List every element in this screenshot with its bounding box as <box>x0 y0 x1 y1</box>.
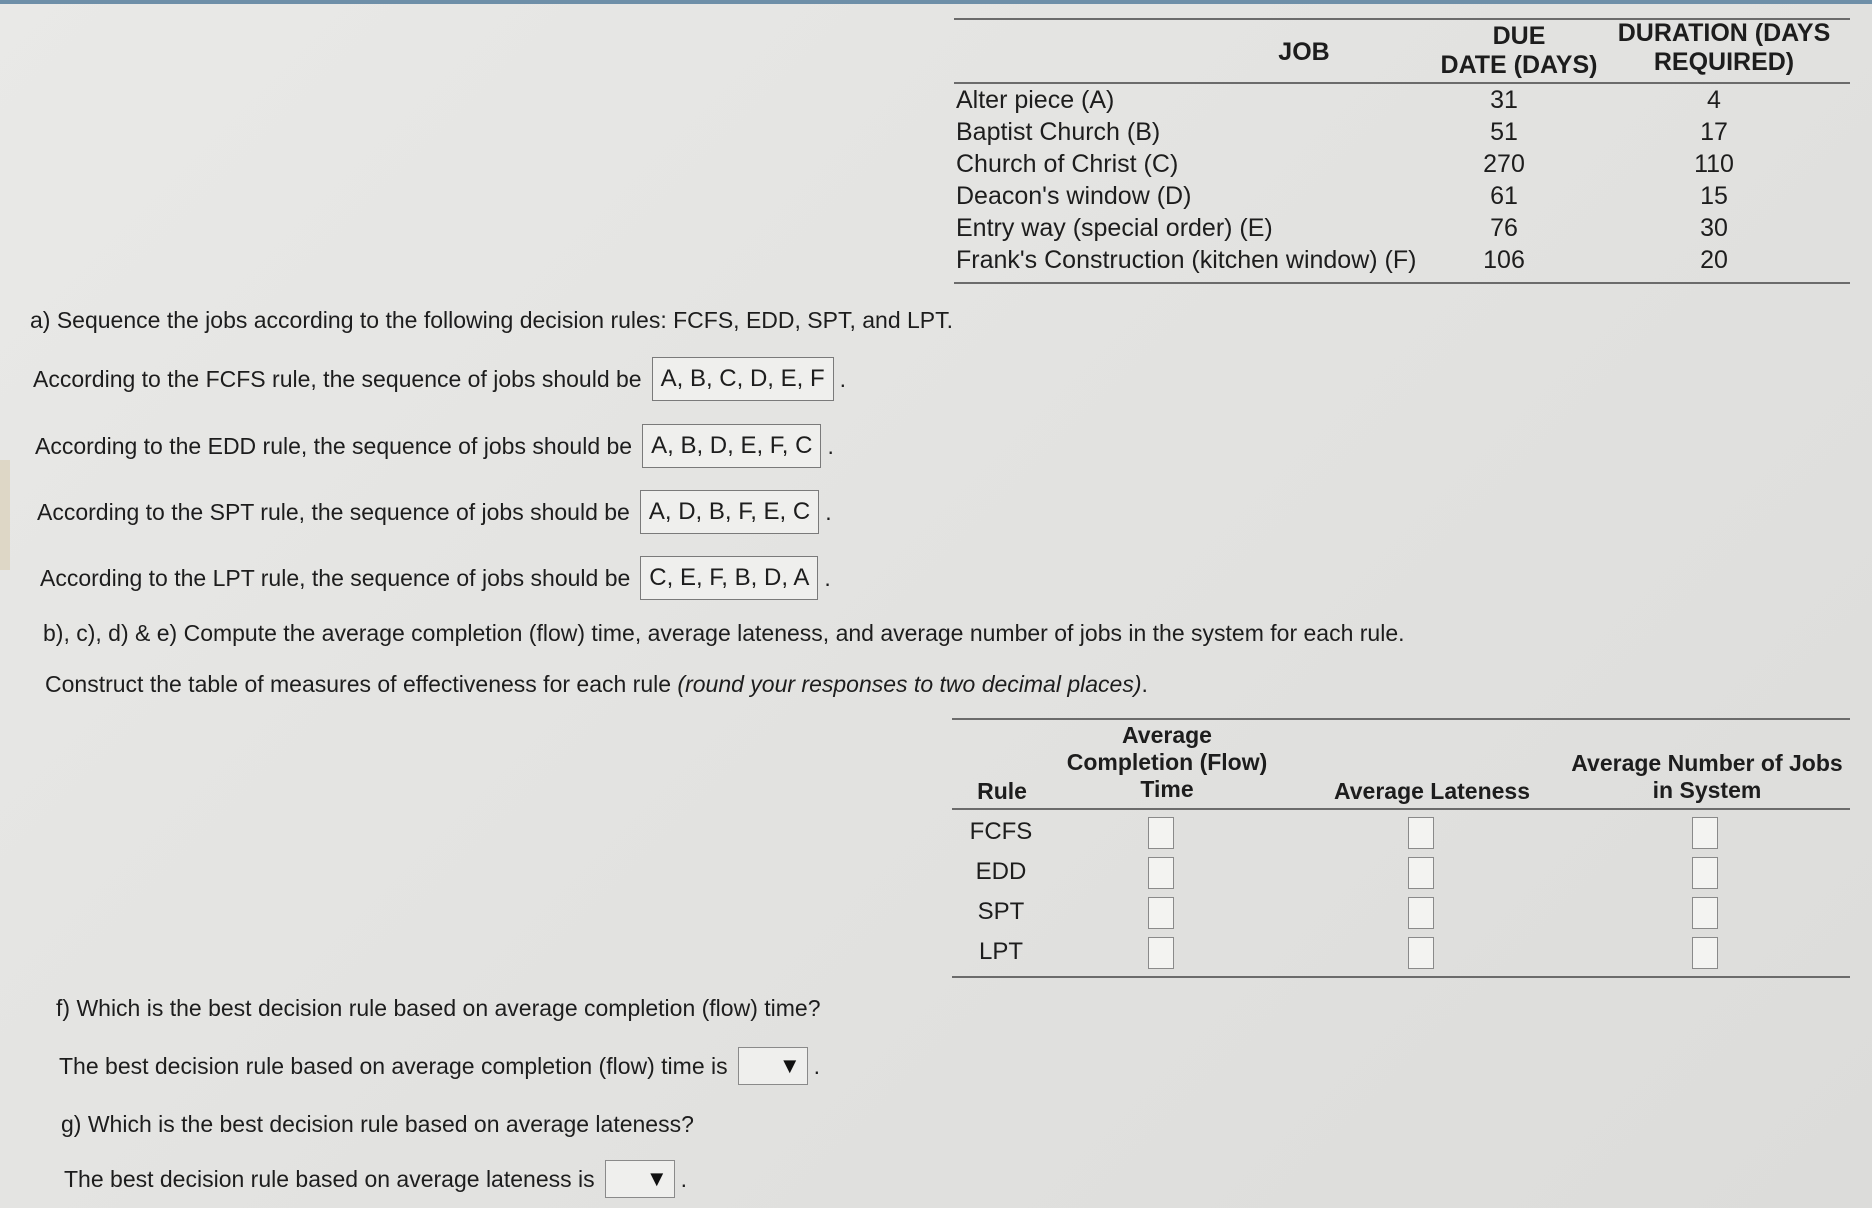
lpt-avg-lateness-input[interactable] <box>1408 937 1434 969</box>
job-name: Alter piece (A) <box>956 86 1115 114</box>
job-table <box>954 18 1850 284</box>
spt-avg-completion-input[interactable] <box>1148 897 1174 929</box>
part-f-sentence-text: The best decision rule based on average completion (flow) time is <box>59 1052 728 1079</box>
dropdown-arrow-icon: ▼ <box>645 1166 668 1191</box>
job-name: Entry way (special order) (E) <box>956 214 1273 242</box>
instruction-rounding-note: (round your responses to two decimal places) <box>677 671 1142 697</box>
fcfs-answer-field[interactable]: A, B, C, D, E, F <box>652 357 834 401</box>
avg-lateness-column-header: Average Lateness <box>1333 778 1531 804</box>
lpt-avg-jobs-input[interactable] <box>1692 937 1718 969</box>
job-column-header: JOB <box>1278 38 1330 66</box>
table-row <box>954 116 1850 148</box>
avg-completion-column-header <box>1057 722 1277 803</box>
job-due-date: 61 <box>1490 182 1518 210</box>
table-row <box>954 148 1850 180</box>
fcfs-avg-jobs-input[interactable] <box>1692 817 1718 849</box>
edd-avg-completion-input[interactable] <box>1148 857 1174 889</box>
fcfs-sentence-text: According to the FCFS rule, the sequence of jobs should be <box>33 365 642 392</box>
fcfs-avg-completion-input[interactable] <box>1148 817 1174 849</box>
period: . <box>839 365 847 392</box>
lpt-answer-field[interactable]: C, E, F, B, D, A <box>640 556 818 600</box>
act-header-line2: Completion (Flow) <box>1066 749 1268 775</box>
part-g-question: g) Which is the best decision rule based on average lateness? <box>61 1111 694 1137</box>
period: . <box>825 498 832 525</box>
job-name: Church of Christ (C) <box>956 150 1179 178</box>
period: . <box>680 1165 687 1192</box>
edd-avg-jobs-input[interactable] <box>1692 857 1718 889</box>
job-due-date: 106 <box>1483 246 1525 274</box>
table-row <box>954 180 1850 212</box>
period: . <box>824 564 831 591</box>
spt-avg-lateness-input[interactable] <box>1408 897 1434 929</box>
table-row <box>952 854 1850 894</box>
table-row <box>952 934 1850 974</box>
period: . <box>1141 671 1148 697</box>
instruction-text: Construct the table of measures of effectiveness for each rule <box>45 671 678 697</box>
part-g-sentence-text: The best decision rule based on average lateness is <box>64 1165 595 1192</box>
part-f-question: f) Which is the best decision rule based on average completion (flow) time? <box>56 995 821 1021</box>
job-due-date: 76 <box>1490 214 1518 242</box>
due-header-line2: DATE (DAYS) <box>1440 51 1598 79</box>
edd-avg-lateness-input[interactable] <box>1408 857 1434 889</box>
act-header-line3: Time <box>1140 776 1194 802</box>
spt-sentence-text: According to the SPT rule, the sequence of jobs should be <box>37 498 630 525</box>
job-duration: 17 <box>1700 118 1728 146</box>
table-row <box>954 244 1850 276</box>
act-header-line1: Average <box>1122 722 1212 748</box>
job-duration: 20 <box>1700 246 1728 274</box>
num-header-line1: Average Number of Jobs <box>1571 750 1843 776</box>
lpt-avg-completion-input[interactable] <box>1148 937 1174 969</box>
measures-table-body <box>952 810 1850 978</box>
part-f-sentence <box>59 1047 820 1085</box>
measures-table <box>952 718 1850 978</box>
spt-avg-jobs-input[interactable] <box>1692 897 1718 929</box>
part-bcde-instruction <box>45 671 1148 698</box>
dropdown-arrow-icon: ▼ <box>778 1053 801 1078</box>
num-header-line2: in System <box>1652 777 1762 803</box>
spt-answer-field[interactable]: A, D, B, F, E, C <box>640 490 819 534</box>
part-bcde-prompt: b), c), d) & e) Compute the average completion (flow) time, average lateness, and average number of jobs in the system for each rule. <box>43 620 1405 646</box>
lpt-sentence <box>40 556 831 600</box>
job-due-date: 51 <box>1490 118 1518 146</box>
job-duration: 15 <box>1700 182 1728 210</box>
job-due-date: 270 <box>1483 150 1525 178</box>
duration-header-line1: DURATION (DAYS <box>1617 19 1831 47</box>
rule-name: LPT <box>978 938 1023 965</box>
measures-table-header <box>952 718 1850 810</box>
edd-sentence-text: According to the EDD rule, the sequence of jobs should be <box>35 432 633 459</box>
period: . <box>827 432 834 459</box>
period: . <box>813 1052 821 1079</box>
job-due-date: 31 <box>1490 86 1518 114</box>
job-duration: 4 <box>1707 86 1721 114</box>
edd-answer-field[interactable]: A, B, D, E, F, C <box>642 424 821 468</box>
lpt-sentence-text: According to the LPT rule, the sequence of jobs should be <box>40 564 631 591</box>
left-edge-tint <box>0 460 10 570</box>
job-duration: 110 <box>1694 150 1734 178</box>
best-rule-lateness-dropdown[interactable] <box>605 1160 675 1198</box>
job-table-header <box>954 18 1850 84</box>
part-a-prompt: a) Sequence the jobs according to the following decision rules: FCFS, EDD, SPT, and LPT. <box>30 307 954 333</box>
edd-sentence <box>35 424 834 468</box>
fcfs-avg-lateness-input[interactable] <box>1408 817 1434 849</box>
best-rule-flow-time-dropdown[interactable] <box>738 1047 808 1085</box>
table-row <box>954 84 1850 116</box>
duration-column-header <box>1594 19 1854 77</box>
table-row <box>952 894 1850 934</box>
job-table-body <box>954 84 1850 284</box>
spt-sentence <box>37 490 832 534</box>
avg-jobs-column-header <box>1562 750 1852 804</box>
table-row <box>954 212 1850 244</box>
part-g-sentence <box>64 1160 687 1198</box>
duration-header-line2: REQUIRED) <box>1653 48 1795 76</box>
job-name: Deacon's window (D) <box>956 182 1192 210</box>
rule-name: FCFS <box>969 818 1033 845</box>
rule-name: SPT <box>977 898 1025 925</box>
fcfs-sentence <box>33 357 846 401</box>
job-name: Frank's Construction (kitchen window) (F) <box>956 246 1417 274</box>
job-name: Baptist Church (B) <box>956 118 1161 146</box>
job-duration: 30 <box>1700 214 1728 242</box>
due-header-line1: DUE <box>1492 22 1546 50</box>
top-accent-bar <box>0 0 1872 4</box>
rule-column-header: Rule <box>977 778 1027 804</box>
table-row <box>952 814 1850 854</box>
rule-name: EDD <box>975 858 1027 885</box>
